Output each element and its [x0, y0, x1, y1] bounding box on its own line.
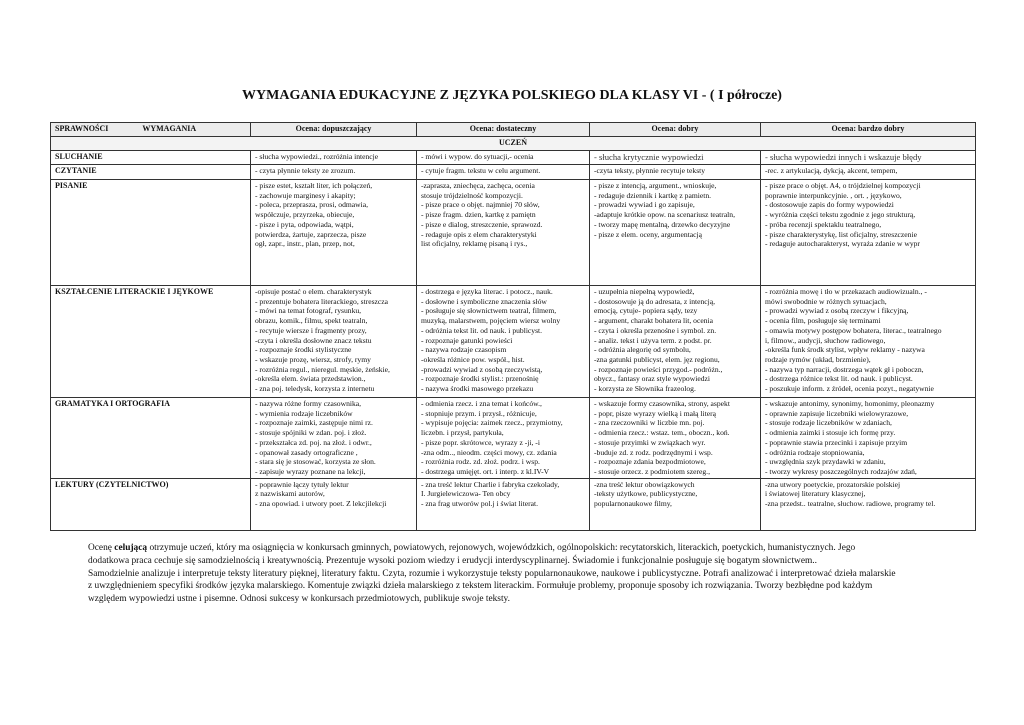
section-name: GRAMATYKA I ORTOGRAFIA — [51, 398, 251, 479]
uczen-label: UCZEŃ — [51, 137, 976, 151]
section-name: KSZTAŁCENIE LITERACKIE I JĘYKOWE — [51, 286, 251, 398]
table-row — [51, 286, 976, 398]
cell-grade-3: - odmienia rzecz. i zna temat i końców., - stopniuje przym. i przysł., różnicuje, - wypisuje pojęcia: zaimek rzecz., przymiotny, liczebn. i przysł, partykuła, - pisze popr. skrótowce, wyrazy z -ji, -i -zna odm.., nieodm. części mowy, cz. zdania - rozróżnia rodz. zd. złoż. podrz. i wsp. - dostrzega umięjęt. ort. i interp. z kl.IV-V — [417, 398, 590, 479]
table-row — [51, 398, 976, 479]
cell-grade-2: - pisze estet, kształt liter, ich połączeń, - zachowuje marginesy i akapity; - poleca, przeprasza, prosi, odmawia, współczuje, przyrzeka, obiecuje, - pisze i pyta, odpowiada, wątpi, potwierdza, żartuje, zaprzecza, pisze ogł, zapr., instr., plan, przep, not, — [251, 180, 417, 286]
footer-bold: celującą — [114, 543, 148, 553]
header-skills-label: SPRAWNOŚCI — [55, 124, 109, 133]
header-skills — [51, 123, 251, 137]
requirements-table — [50, 122, 976, 531]
table-row — [51, 151, 976, 165]
cell-grade-3: - dostrzega e języka literac. i potocz., nauk. - dosłowne i symboliczne znaczenia słów - posługuje się słownictwem teatral, filmem, muzyką, malarstwem, pojęciem wiersz wolny - odróżnia tekst lit. od nauk. i publicyst. - rozpoznaje gatunki powieści - nazywa rodzaje czasopism -określa różnice pow. współ., hist. -prowadzi wywiad z osobą rzeczywistą, - rozpoznaje środki stylist.: przenośnię - nazywa środki masowego przekazu — [417, 286, 590, 398]
footer-line — [88, 542, 958, 555]
cell-grade-4: - pisze z intencją, argument., wnioskuje, - redaguje dziennik i kartkę z pamietn. - prowadzi wywiad i go zapisuje, -adaptuje krótkie opow. na scenariusz teatraln, - tworzy mapę mentalną, drzewko decyzyjne - pisze z elem. oceny, argumentacją — [590, 180, 761, 286]
cell-grade-4: -czyta teksty, płynnie recytuje teksty — [590, 165, 761, 180]
cell-grade-5: - słucha wypowiedzi innych i wskazuje błędy — [761, 151, 976, 165]
footer-paragraph — [88, 542, 958, 606]
cell-grade-4: - wskazuje formy czasownika, strony, aspekt - popr, pisze wyrazy wielką i małą literą - zna rzeczowniki w liczbie mn. poj. - odmienia rzecz.: wstaz. tem., oboczn., koń. - stosuje przyimki w związkach wyr. -buduje zd. z rodz. podrzędnymi i wsp. - rozpoznaje zdania bezpodmiotowe, - stosuje orzecz. z podmiotem szereg., — [590, 398, 761, 479]
footer-text: Ocenę — [88, 543, 115, 553]
header-grade-4: Ocena: dobry — [590, 123, 761, 137]
cell-grade-4: - uzupełnia niepełną wypowiedź, - dostosowuje ją do adresata, z intencją, emocją, cytuje- popiera sądy, tezy - argument, charakt bohatera lit, ocenia - czyta i określa przenośne i symbol. zn. - analiz. tekst i użyva term. z podst. pr. - odróżnia alegorię od symbolu, -zna gatunki publicyst, elem. jęz regionu, - rozpoznaje powieści przygod.- podróżn., obycz., fantasy oraz style wypowiedzi - korzysta ze Słownika frazeolog. — [590, 286, 761, 398]
footer-line: z uwzględnieniem specyfiki środków języka malarskiego. Komentuje związki dzieła malarskiego z tekstem literackim. Formułuje problemy, proponuje sposoby ich rozwiązania. Tworzy bezbłędne pod każdym — [88, 581, 873, 592]
uczen-row — [51, 137, 976, 151]
cell-grade-5: - wskazuje antonimy, synonimy, homonimy, pleonazmy - oprawnie zapisuje liczebniki wielowyrazowe, - stosuje rodzaje liczebników w zdaniach, - odmienia zaimki i stosuje ich formę przy. - poprawnie stawia przecinki i zapisuje przyim - odróżnia rodzaje stopniowania, - uwzględnia szyk przydawki w zdaniu, - tworzy wykresy poszczególnych rodzajów zdań, — [761, 398, 976, 479]
header-requirements-label: WYMAGANIA — [142, 124, 197, 133]
cell-grade-3: -zaprasza, zniechęca, zachęca, ocenia stosuje trójdzielność kompozycji. - pisze prace o objęt. najmniej 70 słów, - pisze fragm. dzien, kartkę z pamiętn - pisze e dialog, streszczenie, sprawozd. - redaguje opis z elem charakterystyki list oficjalny, reklamę pisaną i rys., — [417, 180, 590, 286]
footer-line: względem wypowiedzi ustne i pisemne. Odnosi sukcesy w konkursach przedmiotowych, publikuje swoje teksty. — [88, 594, 510, 605]
table-row — [51, 180, 976, 286]
cell-grade-2: -opisuje postać o elem. charakterystyk - prezentuje bohatera literackiego, streszcza - mówi na temat fotograf, rysunku, obrazu, komik., filmu, spekt teatraln, - recytuje wiersze i fragmenty prozy, -czyta i określa dosłowne znacz tekstu - rozpoznaje środki stylistyczne - wskazuje prozę, wiersz, strofy, rymy - rozróżnia regul., nieregul. męskie, żeńskie, -określa elem. świata przedstawion., - zna poj. teledysk, korzysta z internetu — [251, 286, 417, 398]
page-title: WYMAGANIA EDUKACYJNE Z JĘZYKA POLSKIEGO DLA KLASY VI - ( I półrocze) — [242, 88, 782, 103]
section-name: PISANIE — [51, 180, 251, 286]
table-row — [51, 478, 976, 530]
section-name: CZYTANIE — [51, 165, 251, 180]
table-row — [51, 165, 976, 180]
cell-grade-2: - poprawnie łączy tytuły lektur z nazwiskami autorów, - zna opowiad. i utwory poet. Z lekcjilekcji — [251, 478, 417, 530]
cell-grade-4: - słucha krytycznie wypowiedzi — [590, 151, 761, 165]
header-row — [51, 123, 976, 137]
cell-grade-2: - czyta płynnie teksty ze zrozum. — [251, 165, 417, 180]
header-grade-2: Ocena: dopuszczający — [251, 123, 417, 137]
cell-grade-2: - słucha wypowiedzi., rozróżnia intencje — [251, 151, 417, 165]
section-name: SLUCHANIE — [51, 151, 251, 165]
cell-grade-4: -zna treść lektur obowiązkowych -teksty użytkowe, publicystyczne, popularnonaukowe filmy, — [590, 478, 761, 530]
cell-grade-3: - mówi i wypow. do sytuacji,- ocenia — [417, 151, 590, 165]
cell-grade-3: - cytuje fragm. tekstu w celu argument. — [417, 165, 590, 180]
cell-grade-5: - pisze prace o objęt. A4, o trójdzielnej kompozycji poprawnie interpunkcyjnie. , ort. , językowo, - dostosowuje zapis do formy wypowiedzi - wyróżnia części tekstu zgodnie z jego strukturą, - próba recenzji spektaklu teatralnego, - pisze charakterystykę, list oficjalny, streszczenie - redaguje autocharakteryst, wyraża zdanie w wypr — [761, 180, 976, 286]
footer-text: otrzymuje uczeń, który ma osiągnięcia w konkursach gminnych, powiatowych, rejonowych, wojewódzkich, ogólnopolskich: recytatorskich, literackich, poetyckich, humanistycznych. Jego — [147, 543, 856, 553]
cell-grade-2: - nazywa różne formy czasownika, - wymienia rodzaje liczebników - rozpoznaje zaimki, zastępuje nimi rz. - stosuje spójniki w zdan. poj. i złoż. - przekształca zd. poj. na złoż. i odwr., - opanował zasady ortograficzne , - stara się je stosować, korzysta ze słon. - zapisuje wyrazy poznane na lekcji, — [251, 398, 417, 479]
cell-grade-5: - rozróżnia mowę i tło w przekazach audiowizualn., - mówi swobodnie w różnych sytuacjach, - prowadzi wywiad z osobą rzeczyw i fikcyjną, - ocenia film, posługuje się terminami - omawia motywy postępow bohatera, literac., teatralnego i, filmow., audycji, słuchow radiowego, -określa funk środk stylist, wpływ reklamy - nazywa rodzaje rymów (układ, brzmienie), - nazywa typ narracji, dostrzega wątek gł i poboczn, - dostrzega różnice tekst lit. od nauk. i publicyst. - poszukuje inform. z źródeł, ocenia pozyt., negatywnie — [761, 286, 976, 398]
cell-grade-3: - zna treść lektur Charlie i fabryka czekolady, I. Jurgielewiczowa- Ten obcy - zna frag utworów pol.j i świat literat. — [417, 478, 590, 530]
header-grade-3: Ocena: dostateczny — [417, 123, 590, 137]
header-grade-5: Ocena: bardzo dobry — [761, 123, 976, 137]
section-name: LEKTURY (CZYTELNICTWO) — [51, 478, 251, 530]
cell-grade-5: -zna utwory poetyckie, prozatorskie polskiej i światowej literatury klasycznej, -zna przedst.. teatralne, słuchow. radiowe, programy tel. — [761, 478, 976, 530]
footer-line: Samodzielnie analizuje i interpretuje teksty literatury pięknej, literatury faktu. Czyta, rozumie i wykorzystuje teksty popularnonaukowe, naukowe i publicystyczne. Potrafi analizować i interpretować dzieła malarskie — [88, 568, 896, 579]
cell-grade-5: -rec. z artykulacją, dykcją, akcent, tempem, — [761, 165, 976, 180]
footer-line: dodatkowa praca cechuje się samodzielnością i kreatywnością. Prezentuje wysoki poziom wiedzy i erudycji interdyscyplinarnej. Świadomie i funkcjonalnie posługuje się bogatym słownictwem.. — [88, 555, 817, 566]
